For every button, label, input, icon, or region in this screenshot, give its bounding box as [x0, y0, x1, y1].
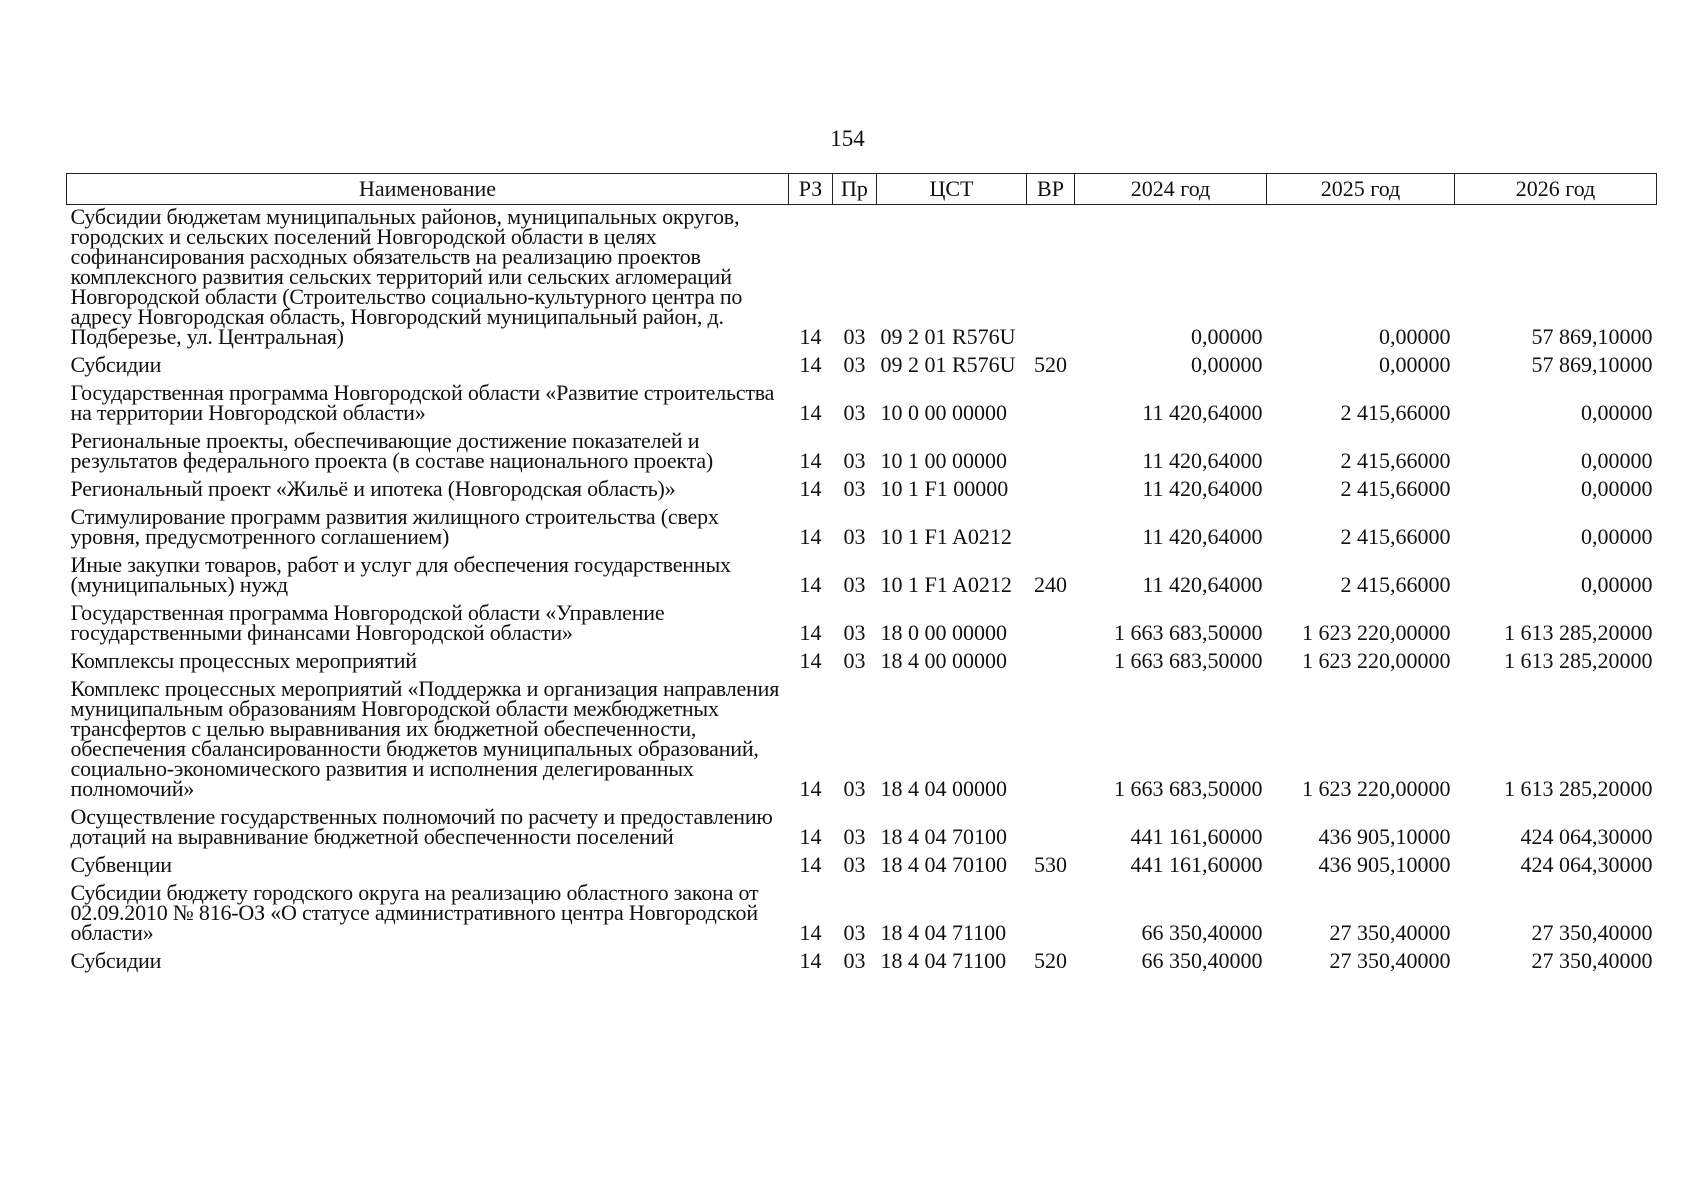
row-2024-cell: 66 350,40000: [1141, 920, 1263, 945]
row-cst-cell: 18 4 04 00000: [880, 776, 1007, 801]
table-row: [67, 807, 1657, 855]
row-2026-cell: 424 064,30000: [1520, 852, 1653, 877]
table-row: [67, 355, 1657, 383]
table-row: [67, 883, 1657, 951]
row-vr-cell: [1027, 603, 1075, 651]
table-row: [67, 951, 1657, 979]
row-vr-cell: [1027, 883, 1075, 951]
header-name: Наименование: [67, 174, 789, 205]
row-name-cell: Государственная программа Новгородской области «Развитие строительства на территории Новгородской области»: [70, 380, 775, 425]
table-row: [67, 507, 1657, 555]
row-vr-cell: [1027, 431, 1075, 479]
row-pr-cell: 03: [843, 324, 866, 349]
row-2025-cell: 0,00000: [1379, 352, 1451, 377]
row-rz-cell: 14: [799, 572, 822, 597]
row-pr-cell: 03: [843, 920, 866, 945]
row-cst-cell: 18 4 04 71100: [880, 920, 1007, 945]
row-2025-cell: 2 415,66000: [1340, 476, 1451, 501]
table-row: [67, 555, 1657, 603]
row-rz-cell: 14: [799, 824, 822, 849]
row-2026-cell: 1 613 285,20000: [1504, 620, 1653, 645]
table-row: [67, 479, 1657, 507]
row-vr-cell: [1027, 651, 1075, 679]
row-2026-cell: 424 064,30000: [1520, 824, 1653, 849]
row-cst-cell: 18 4 04 70100: [880, 852, 1007, 877]
row-2026-cell: 1 613 285,20000: [1504, 776, 1653, 801]
row-2025-cell: 2 415,66000: [1340, 448, 1451, 473]
header-2025: 2025 год: [1267, 174, 1455, 205]
header-rz: РЗ: [789, 174, 833, 205]
row-cst-cell: 18 4 04 71100: [880, 948, 1007, 973]
row-rz-cell: 14: [799, 352, 822, 377]
row-rz-cell: 14: [799, 776, 822, 801]
row-cst-cell: 18 4 04 70100: [880, 824, 1007, 849]
row-2025-cell: 436 905,10000: [1318, 852, 1451, 877]
row-2026-cell: 0,00000: [1581, 524, 1653, 549]
table-row: [67, 205, 1657, 356]
row-rz-cell: 14: [799, 400, 822, 425]
row-rz-cell: 14: [799, 620, 822, 645]
row-pr-cell: 03: [843, 824, 866, 849]
row-2025-cell: 2 415,66000: [1340, 572, 1451, 597]
row-name-cell: Комплексы процессных мероприятий: [70, 648, 417, 673]
row-rz-cell: 14: [799, 448, 822, 473]
row-vr-cell: [1027, 205, 1075, 356]
row-2025-cell: 2 415,66000: [1340, 400, 1451, 425]
row-pr-cell: 03: [843, 572, 866, 597]
page-number: 154: [830, 126, 865, 151]
row-rz-cell: 14: [799, 948, 822, 973]
row-2024-cell: 11 420,64000: [1142, 476, 1263, 501]
row-2024-cell: 441 161,60000: [1130, 824, 1263, 849]
row-2024-cell: 0,00000: [1191, 352, 1263, 377]
row-vr-cell: [1027, 383, 1075, 431]
row-2025-cell: 436 905,10000: [1318, 824, 1451, 849]
header-cst: ЦСТ: [877, 174, 1027, 205]
row-pr-cell: 03: [843, 476, 866, 501]
row-2026-cell: 57 869,10000: [1531, 324, 1653, 349]
row-pr-cell: 03: [843, 852, 866, 877]
table-row: [67, 603, 1657, 651]
row-rz-cell: 14: [799, 524, 822, 549]
row-cst-cell: 18 0 00 00000: [880, 620, 1007, 645]
row-cst-cell: 18 4 00 00000: [880, 648, 1007, 673]
row-2024-cell: 1 663 683,50000: [1114, 620, 1263, 645]
header-pr: Пр: [833, 174, 877, 205]
row-vr-cell: 530: [1034, 852, 1067, 877]
row-vr-cell: 240: [1034, 572, 1067, 597]
row-name-cell: Субсидии бюджету городского округа на реализацию областного закона от 02.09.2010 № 816-ОЗ «О статусе административного центра Новгородской области»: [70, 880, 759, 945]
row-vr-cell: [1027, 679, 1075, 807]
row-name-cell: Субвенции: [70, 852, 172, 877]
row-name-cell: Региональный проект «Жильё и ипотека (Новгородская область)»: [70, 476, 676, 501]
row-rz-cell: 14: [799, 920, 822, 945]
row-2026-cell: 0,00000: [1581, 476, 1653, 501]
row-rz-cell: 14: [799, 476, 822, 501]
table-row: [67, 383, 1657, 431]
row-vr-cell: 520: [1034, 948, 1067, 973]
row-vr-cell: [1027, 807, 1075, 855]
row-cst-cell: 10 0 00 00000: [880, 400, 1007, 425]
row-2025-cell: 2 415,66000: [1340, 524, 1451, 549]
row-2026-cell: 0,00000: [1581, 448, 1653, 473]
row-cst-cell: 10 1 00 00000: [880, 448, 1007, 473]
row-2024-cell: 11 420,64000: [1142, 400, 1263, 425]
row-2024-cell: 11 420,64000: [1142, 448, 1263, 473]
row-2024-cell: 66 350,40000: [1141, 948, 1263, 973]
table-row: [67, 679, 1657, 807]
row-rz-cell: 14: [799, 648, 822, 673]
row-pr-cell: 03: [843, 524, 866, 549]
row-vr-cell: [1027, 507, 1075, 555]
row-pr-cell: 03: [843, 352, 866, 377]
row-name-cell: Государственная программа Новгородской области «Управление государственными финансами Новгородской области»: [70, 600, 665, 645]
row-name-cell: Субсидии: [70, 352, 162, 377]
row-name-cell: Осуществление государственных полномочий по расчету и предоставлению дотаций на выравнивание бюджетной обеспеченности поселений: [70, 804, 773, 849]
row-name-cell: Стимулирование программ развития жилищного строительства (сверх уровня, предусмотренного соглашением): [70, 504, 719, 549]
row-name-cell: Комплекс процессных мероприятий «Поддержка и организация направления муниципальным образованиям Новгородской области межбюджетных трансфертов с целью выравнивания их бюджетной обеспеченности, обеспечения сбалансированности бюджетов муниципальных образований, социально-экономического развития и исполнения делегированных полномочий»: [70, 676, 780, 801]
row-rz-cell: 14: [799, 852, 822, 877]
table-row: [67, 431, 1657, 479]
row-2026-cell: 1 613 285,20000: [1504, 648, 1653, 673]
row-cst-cell: 10 1 F1 A0212: [880, 572, 1012, 597]
row-pr-cell: 03: [843, 400, 866, 425]
row-2025-cell: 27 350,40000: [1329, 948, 1451, 973]
row-pr-cell: 03: [843, 448, 866, 473]
row-name-cell: Региональные проекты, обеспечивающие достижение показателей и результатов федерального проекта (в составе национального проекта): [70, 428, 714, 473]
row-2026-cell: 0,00000: [1581, 400, 1653, 425]
row-vr-cell: [1027, 479, 1075, 507]
row-2025-cell: 1 623 220,00000: [1302, 648, 1451, 673]
row-name-cell: Иные закупки товаров, работ и услуг для обеспечения государственных (муниципальных) нужд: [70, 552, 731, 597]
row-pr-cell: 03: [843, 620, 866, 645]
row-2026-cell: 27 350,40000: [1531, 920, 1653, 945]
table-body: [67, 205, 1657, 980]
table-row: [67, 855, 1657, 883]
row-name-cell: Субсидии бюджетам муниципальных районов, муниципальных округов, городских и сельских поселений Новгородской области в целях софинансирования расходных обязательств на реализацию проектов комплексного развития сельских территорий или сельских агломераций Новгородской области (Строительство социально-культурного центра по адресу Новгородская область, Новгородский муниципальный район, д. Подберезье, ул. Центральная): [70, 204, 743, 349]
header-2024: 2024 год: [1075, 174, 1267, 205]
header-vr: ВР: [1027, 174, 1075, 205]
row-pr-cell: 03: [843, 776, 866, 801]
row-cst-cell: 10 1 F1 00000: [880, 476, 1009, 501]
row-2024-cell: 1 663 683,50000: [1114, 776, 1263, 801]
row-2026-cell: 27 350,40000: [1531, 948, 1653, 973]
row-cst-cell: 09 2 01 R576U: [880, 324, 1016, 349]
row-2025-cell: 1 623 220,00000: [1302, 776, 1451, 801]
row-2024-cell: 1 663 683,50000: [1114, 648, 1263, 673]
row-2024-cell: 11 420,64000: [1142, 524, 1263, 549]
row-name-cell: Субсидии: [70, 948, 162, 973]
row-pr-cell: 03: [843, 648, 866, 673]
row-2024-cell: 441 161,60000: [1130, 852, 1263, 877]
row-2026-cell: 57 869,10000: [1531, 352, 1653, 377]
row-2024-cell: 0,00000: [1191, 324, 1263, 349]
row-vr-cell: 520: [1034, 352, 1067, 377]
table-header-row: [67, 174, 1657, 205]
row-2026-cell: 0,00000: [1581, 572, 1653, 597]
row-cst-cell: 09 2 01 R576U: [880, 352, 1016, 377]
header-2026: 2026 год: [1455, 174, 1657, 205]
row-2025-cell: 1 623 220,00000: [1302, 620, 1451, 645]
table-row: [67, 651, 1657, 679]
row-2025-cell: 27 350,40000: [1329, 920, 1451, 945]
row-cst-cell: 10 1 F1 A0212: [880, 524, 1012, 549]
row-2024-cell: 11 420,64000: [1142, 572, 1263, 597]
row-rz-cell: 14: [799, 324, 822, 349]
budget-table: [66, 173, 1657, 979]
row-pr-cell: 03: [843, 948, 866, 973]
row-2025-cell: 0,00000: [1379, 324, 1451, 349]
